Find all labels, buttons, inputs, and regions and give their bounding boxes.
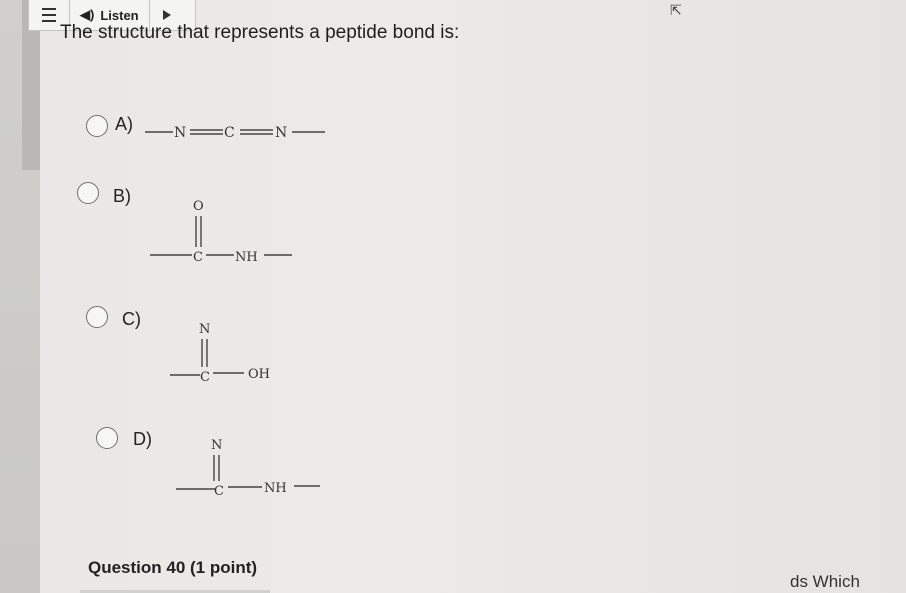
option-c-atom-top: N <box>199 322 211 337</box>
option-a-structure <box>140 118 340 152</box>
play-icon <box>163 10 171 20</box>
option-c-atom-center: C <box>200 370 210 385</box>
option-c-atom-right: OH <box>248 367 270 382</box>
option-b-atom-top: O <box>193 199 204 214</box>
option-a-letter: A) <box>115 114 133 134</box>
next-question-label: Question 40 (1 point) <box>88 558 258 577</box>
option-a-atom-1: N <box>174 125 187 141</box>
option-b-structure <box>142 192 312 276</box>
option-a-atom-3: N <box>275 125 288 141</box>
option-d-atom-top: N <box>211 438 223 453</box>
option-c-structure <box>162 315 302 399</box>
option-d-radio[interactable] <box>96 427 118 449</box>
option-d-structure <box>170 431 340 515</box>
option-c-letter: C) <box>122 309 141 329</box>
option-a-atom-2: C <box>224 125 235 141</box>
option-b-radio[interactable] <box>77 182 99 204</box>
option-b-atom-center: C <box>193 250 203 265</box>
option-d-atom-center: C <box>214 484 224 499</box>
listen-label: Listen <box>100 7 139 23</box>
option-a-radio[interactable] <box>86 115 108 137</box>
option-b-letter: B) <box>113 186 131 206</box>
option-c-radio[interactable] <box>86 306 108 328</box>
option-d-letter: D) <box>133 429 152 449</box>
question-text: The structure that represents a peptide bond is: <box>60 22 460 43</box>
mouse-cursor-icon: ⇱ <box>670 2 682 18</box>
next-question-text-fragment: ds Which <box>790 572 860 591</box>
option-d-atom-right: NH <box>264 481 287 496</box>
hamburger-menu-icon <box>42 6 56 24</box>
speaker-icon: ◀︎) <box>80 7 95 22</box>
option-b-atom-right: NH <box>235 250 258 265</box>
